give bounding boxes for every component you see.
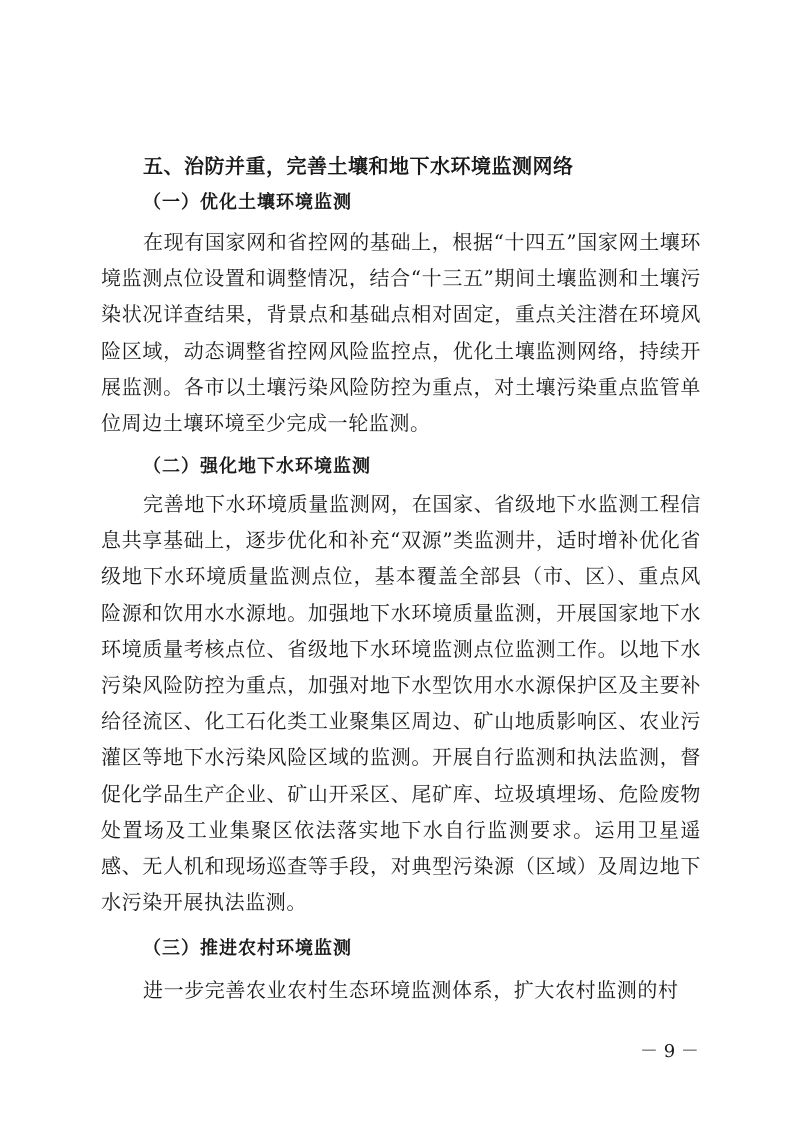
paragraph-rural-monitoring: 进一步完善农业农村生态环境监测体系，扩大农村监测的村 <box>143 978 679 1002</box>
section-heading: 五、治防并重，完善土壤和地下水环境监测网络 <box>143 154 574 178</box>
paragraph-groundwater-monitoring: 完善地下水环境质量监测网，在国家、省级地下水监测工程信息共享基础上，逐步优化和补充“双源”类监测井，适时增补优化省级地下水环境质量监测点位，基本覆盖全部县（市、区）、重点风险源和饮用水水源地。加强地下水环境质量监测，开展国家地下水环境质量考核点位、省级地下水环境监测点位监测工作。以地下水污染风险防控为重点，加强对地下水型饮用水水源保护区及主要补给径流区、化工石化类工业聚集区周边、矿山地质影响区、农业污灌区等地下水污染风险区域的监测。开展自行监测和执法监测，督促化学品生产企业、矿山开采区、尾矿库、垃圾填埋场、危险废物处置场及工业集聚区依法落实地下水自行监测要求。运用卫星遥感、无人机和现场巡查等手段，对典型污染源（区域）及周边地下水污染开展执法监测。 <box>101 492 701 915</box>
page-number: － 9 － <box>640 1041 699 1062</box>
subsection-heading-soil: （一）优化土壤环境监测 <box>143 192 352 213</box>
subsection-heading-rural: （三）推进农村环境监测 <box>143 938 352 959</box>
paragraph-soil-monitoring: 在现有国家网和省控网的基础上，根据“十四五”国家网土壤环境监测点位设置和调整情况，结合“十三五”期间土壤监测和土壤污染状况详查结果，背景点和基础点相对固定，重点关注潜在环境风险区域，动态调整省控网风险监控点，优化土壤监测网络，持续开展监测。各市以土壤污染风险防控为重点，对土壤污染重点监管单位周边土壤环境至少完成一轮监测。 <box>101 230 701 436</box>
subsection-heading-groundwater: （二）强化地下水环境监测 <box>143 456 371 477</box>
